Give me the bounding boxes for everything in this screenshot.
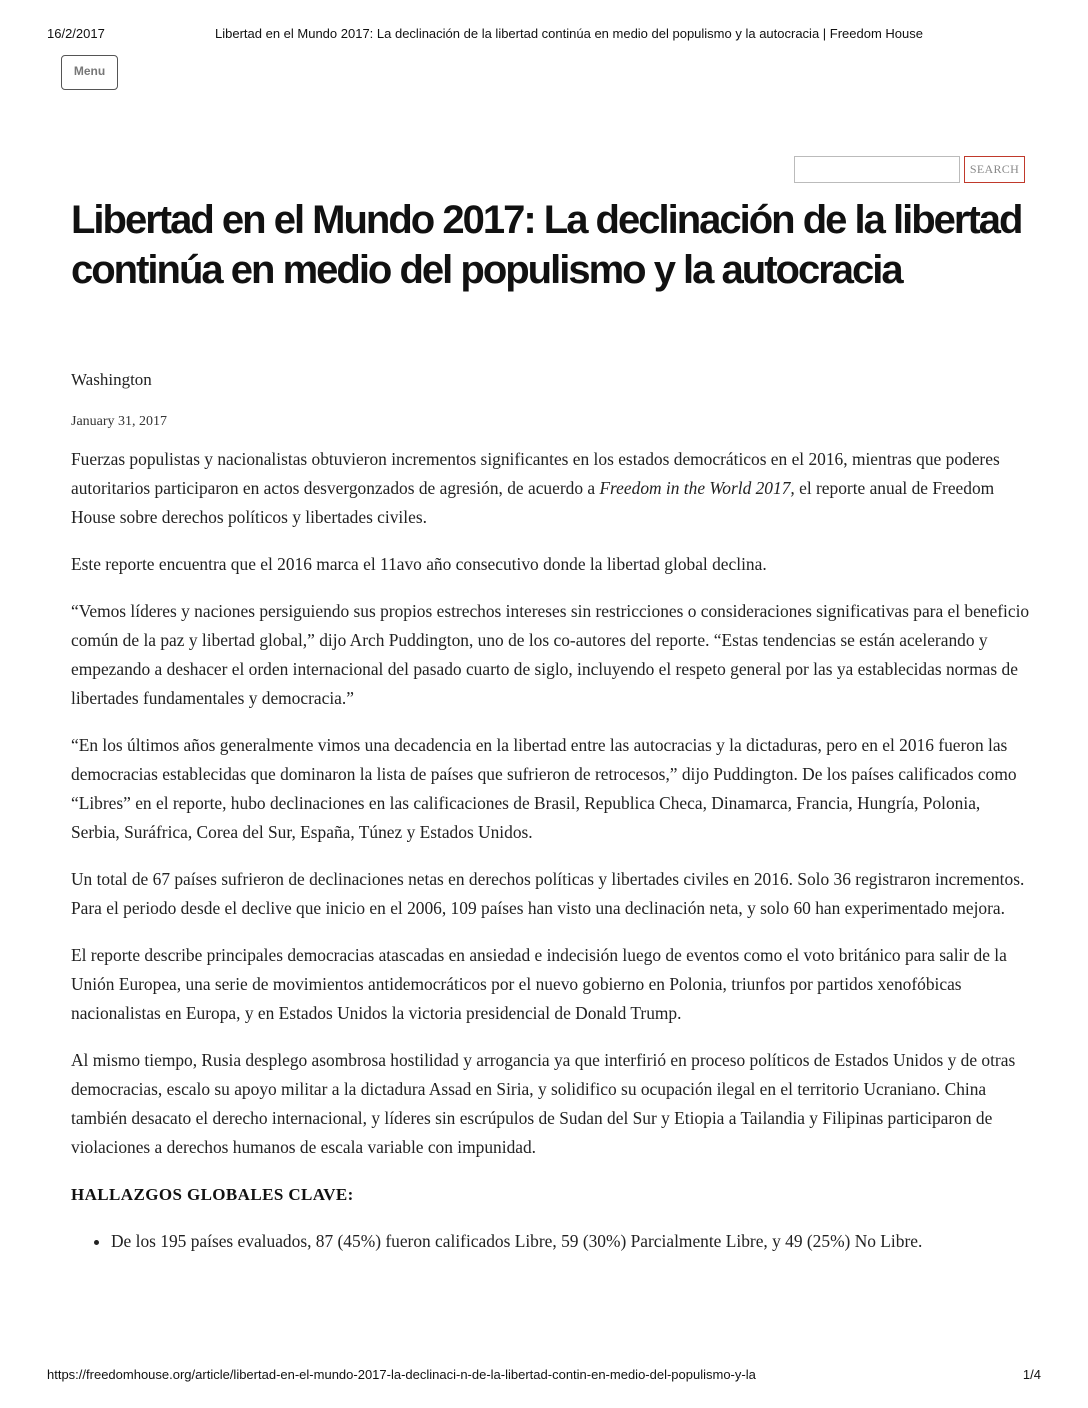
paragraph-1-text-b: el reporte anual de Freedom House sobre derechos políticos y libertades civiles. [71,478,995,527]
print-page-title: Libertad en el Mundo 2017: La declinación de la libertad continúa en medio del populismo y la autocracia | Freedom House [215,26,923,41]
list-item: • De los 195 países evaluados, 87 (45%) fueron calificados Libre, 59 (30%) Parcialmente Libre, y 49 (25%) No Libre. [111,1227,1033,1256]
paragraph-1-text-a: Fuerzas populistas y nacionalistas obtuvieron incrementos significantes en los estados democráticos en el 2016, mientras que poderes autoritarios participaron en actos desvergonzados de agresión, de acuerdo a [71,449,1000,498]
paragraph-2: Este reporte encuentra que el 2016 marca el 11avo año consecutivo donde la libertad global declina. [71,554,767,574]
article-body [71,445,1033,1256]
section-heading: HALLAZGOS GLOBALES CLAVE: [71,1185,354,1204]
paragraph-1 [71,445,1033,532]
print-header [47,26,1041,44]
paragraph-5: Un total de 67 países sufrieron de declinaciones netas en derechos políticas y libertades civiles en 2016. Solo 36 registraron incrementos. Para el periodo desde el declive que inicio en el 2006, 109 países han visto una declinación neta, y solo 60 han experimentado mejora. [71,869,1025,918]
report-link[interactable]: Freedom in the World 2017, [599,478,795,498]
page-title [71,195,1031,295]
print-page-number: 1/4 [1022,1367,1041,1382]
headline-line-1: Libertad en el Mundo 2017: La declinación de la libertad [71,198,1022,242]
print-url: https://freedomhouse.org/article/libertad-en-el-mundo-2017-la-declinaci-n-de-la-libertad-contin-en-medio-del-populismo-y-la [47,1367,756,1382]
search-button[interactable]: SEARCH [964,156,1025,183]
paragraph-7: Al mismo tiempo, Rusia desplego asombrosa hostilidad y arrogancia ya que interfirió en proceso políticos de Estados Unidos y de otras democracias, escalo su apoyo militar a la dictadura Assad en Siria, y solidifico su ocupación ilegal en el territorio Ucraniano. China también desacato el derecho internacional, y líderes sin escrúpulos de Sudan del Sur y Etiopia a Tailandia y Filipinas participaron de violaciones a derechos humanos de escala variable con impunidad. [71,1050,1016,1157]
menu-button[interactable]: Menu [61,55,118,90]
key-findings-list [71,1227,1033,1256]
print-footer [47,1367,1041,1385]
headline-line-2: continúa en medio del populismo y la autocracia [71,248,902,292]
paragraph-6: El reporte describe principales democracias atascadas en ansiedad e indecisión luego de eventos como el voto británico para salir de la Unión Europea, una serie de movimientos antidemocráticos por el nuevo gobierno en Polonia, triunfos por partidos xenofóbicas nacionalistas en Europa, y en Estados Unidos la victoria presidencial de Donald Trump. [71,945,1007,1023]
paragraph-4: “En los últimos años generalmente vimos una decadencia en la libertad entre las autocracias y la dictaduras, pero en el 2016 fueron las democracias establecidas que dominaron la lista de países que sufrieron de retrocesos,” dijo Puddington. De los países calificados como “Libres” en el reporte, hubo declinaciones en las calificaciones de Brasil, Republica Checa, Dinamarca, Francia, Hungría, Polonia, Serbia, Suráfrica, Corea del Sur, España, Túnez y Estados Unidos. [71,735,1017,842]
article-date: January 31, 2017 [71,414,168,429]
article-location: Washington [71,370,152,389]
print-date: 16/2/2017 [47,26,105,41]
search-input[interactable] [794,156,960,183]
paragraph-3: “Vemos líderes y naciones persiguiendo sus propios estrechos intereses sin restricciones o consideraciones significativas para el beneficio común de la paz y libertad global,” dijo Arch Puddington, uno de los co-autores del reporte. “Estas tendencias se están acelerando y empezando a deshacer el orden internacional del pasado cuarto de siglo, incluyendo el respeto general por las ya establecidas normas de libertades fundamentales y democracia.” [71,601,1030,708]
